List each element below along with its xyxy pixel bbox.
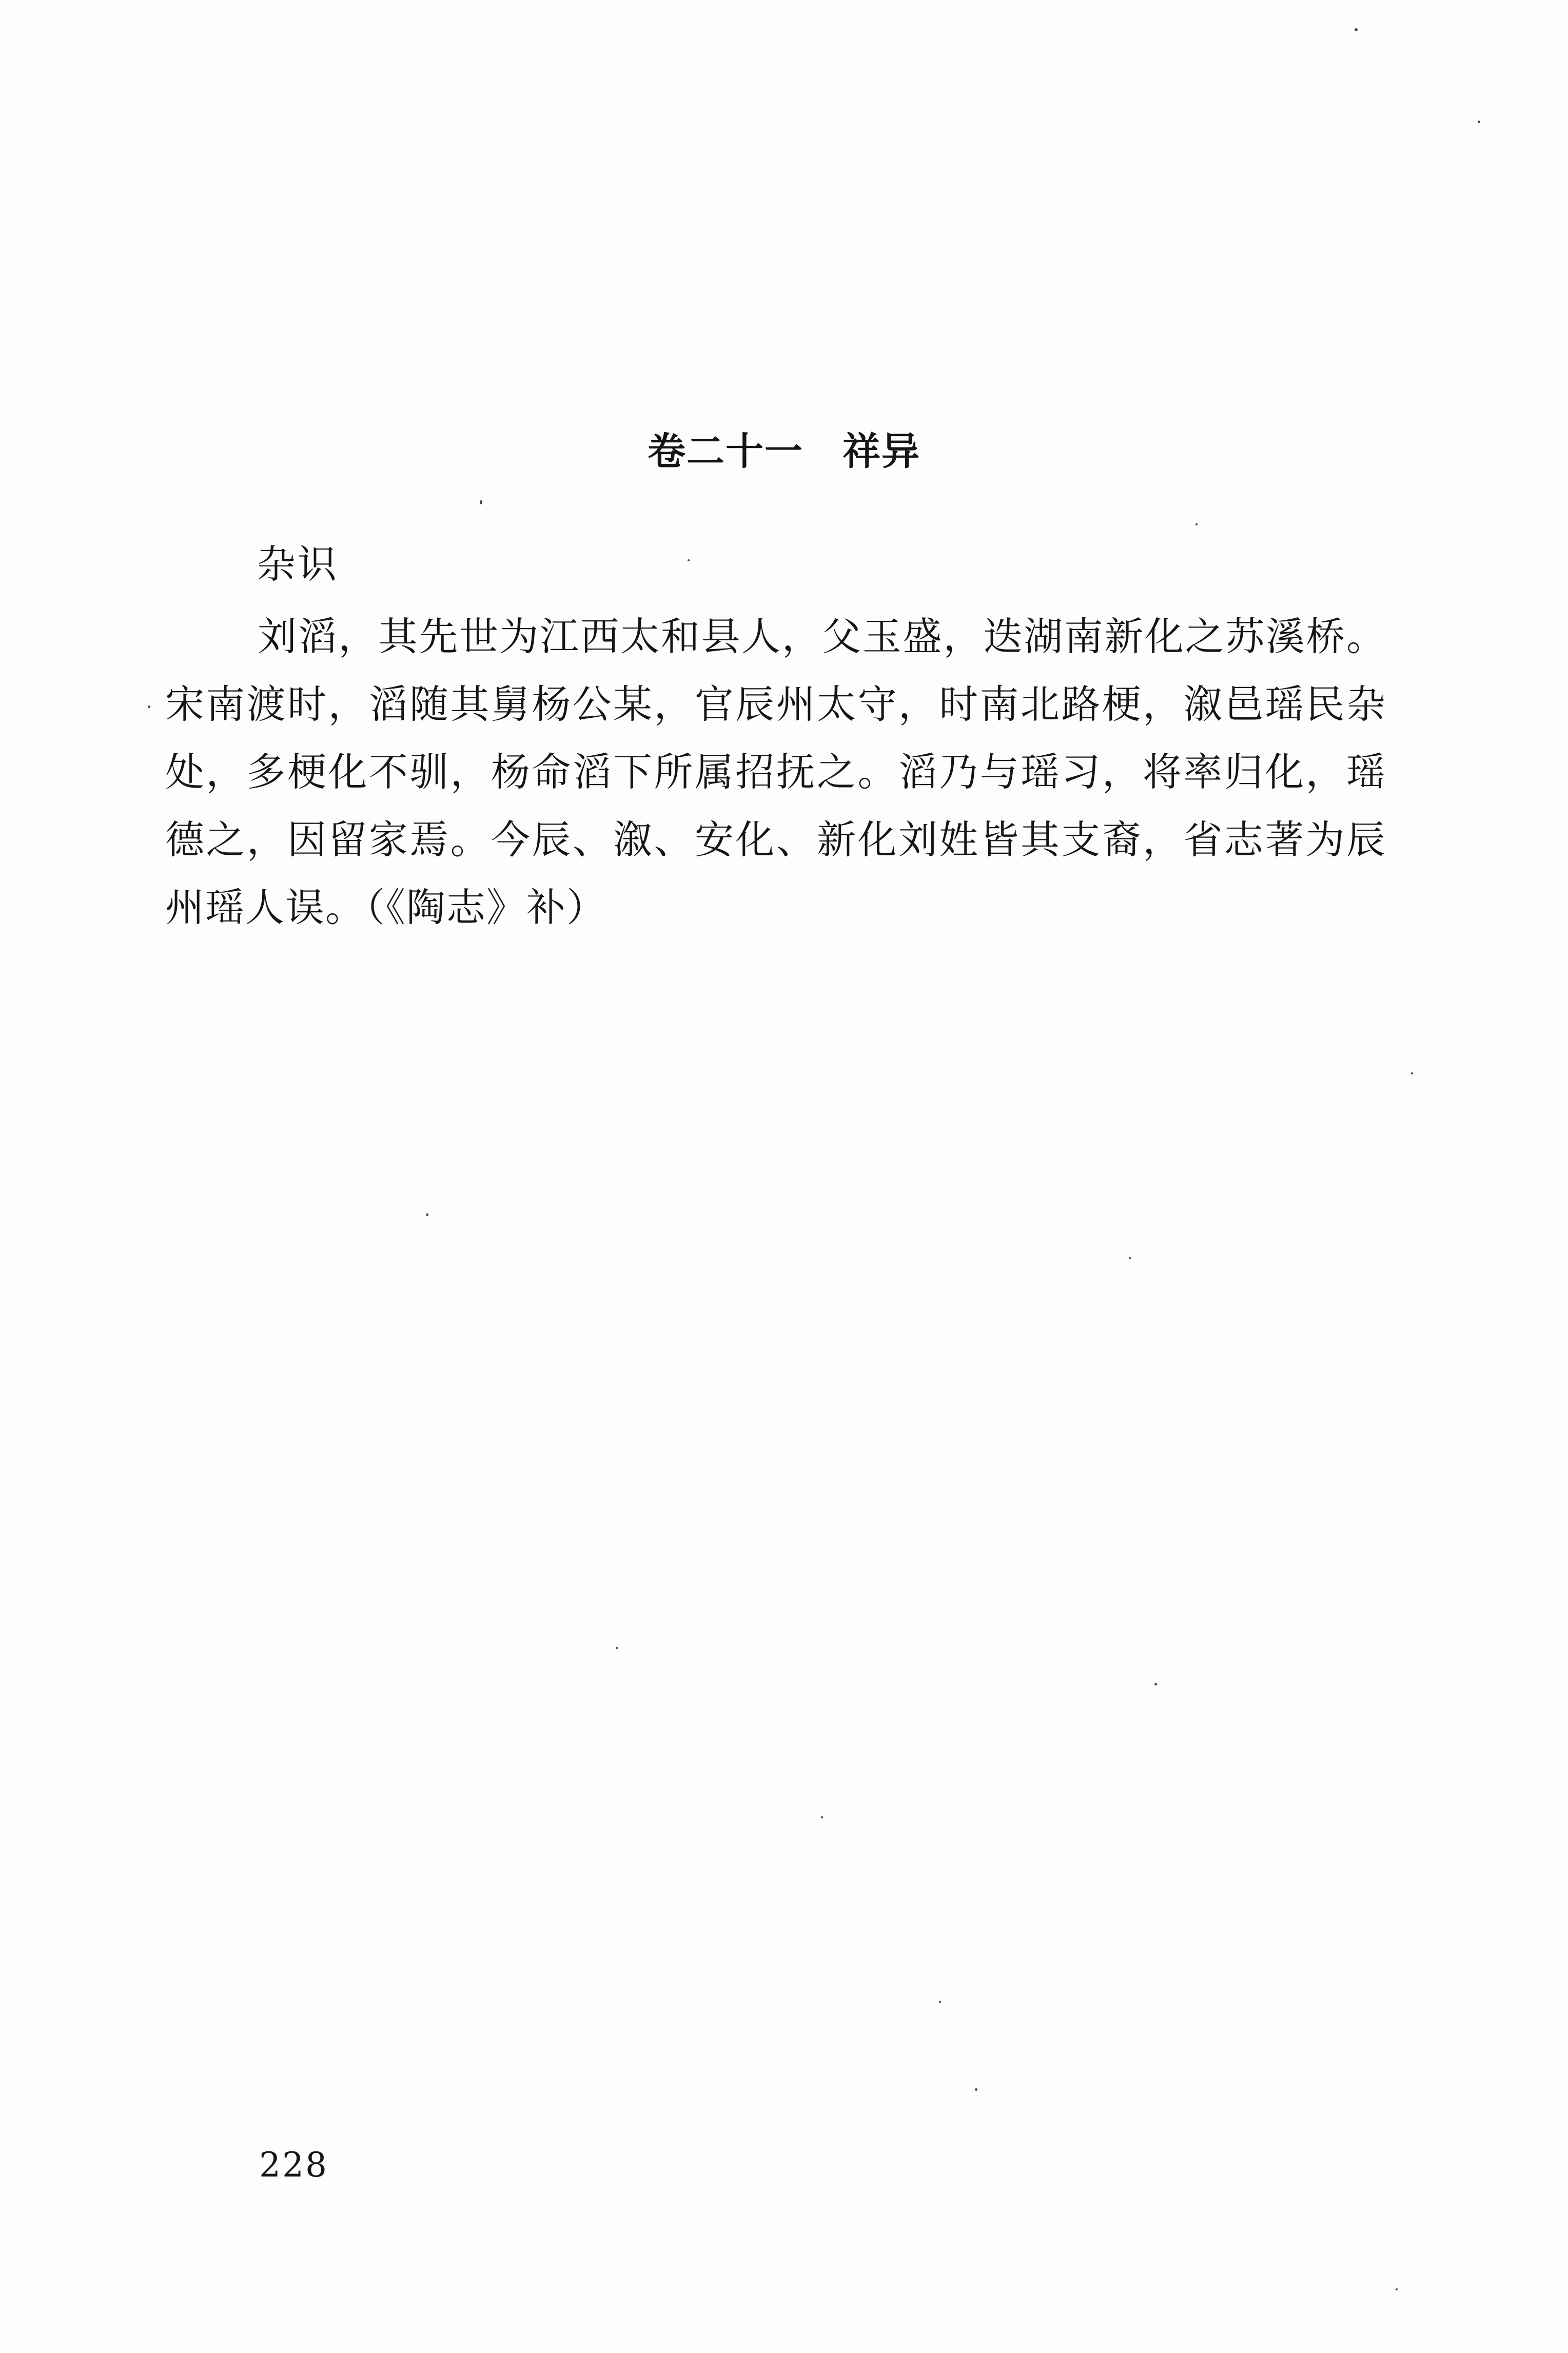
scan-speck [480,500,482,504]
scan-speck [821,1816,823,1818]
scan-speck [688,559,690,561]
scan-speck [1478,121,1480,123]
scan-speck [616,1647,618,1649]
scan-speck [148,705,150,708]
scan-speck [1195,523,1198,525]
scan-speck [426,1213,428,1216]
scan-speck [1355,28,1358,31]
scan-speck [1396,2288,1398,2290]
chapter-title: 卷二十一 祥异 [648,429,920,474]
scan-speck [1154,1683,1157,1685]
scan-speck [939,2001,941,2003]
body-paragraph: 刘滔，其先世为江西太和县人，父玉盛，迭湖南新化之苏溪桥。宋南渡时，滔随其舅杨公某，官辰州太守，时南北路梗，溆邑瑶民杂处，多梗化不驯，杨命滔下所属招抚之。滔乃与瑶习，将率归化，瑶德之，因留家焉。今辰、溆、安化、新化刘姓皆其支裔，省志著为辰州瑶人误。（《陶志》补） [165,614,1386,930]
page-number: 228 [259,2145,328,2185]
scan-speck [1411,1072,1413,1074]
scan-speck [975,2088,977,2091]
scan-speck [1129,1257,1131,1259]
section-heading: 杂识 [257,541,339,587]
